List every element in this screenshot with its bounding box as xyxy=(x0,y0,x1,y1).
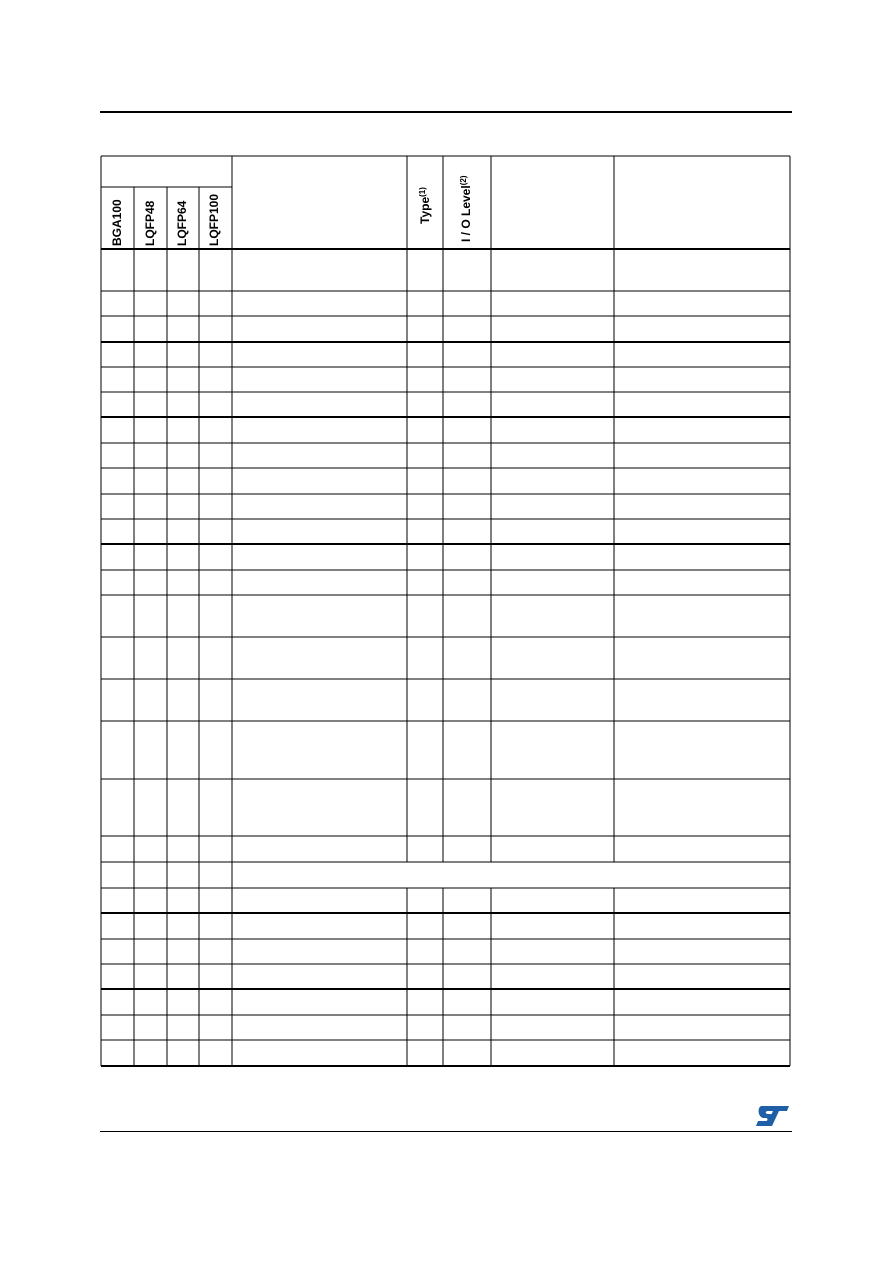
type-footnote: (1) xyxy=(418,187,427,197)
col-header-lqfp48: LQFP48 xyxy=(143,200,157,246)
col-header-bga100: BGA100 xyxy=(110,199,124,246)
io-level-footnote: (2) xyxy=(459,175,468,186)
col-header-type: Type$^{(1)}$ xyxy=(418,187,432,224)
col-header-io-level: I / O Level$^{(2)}$ xyxy=(459,175,473,242)
st-logo-icon xyxy=(755,1104,791,1128)
col-header-lqfp100: LQFP100 xyxy=(207,193,221,246)
col-header-lqfp64: LQFP64 xyxy=(175,200,189,246)
